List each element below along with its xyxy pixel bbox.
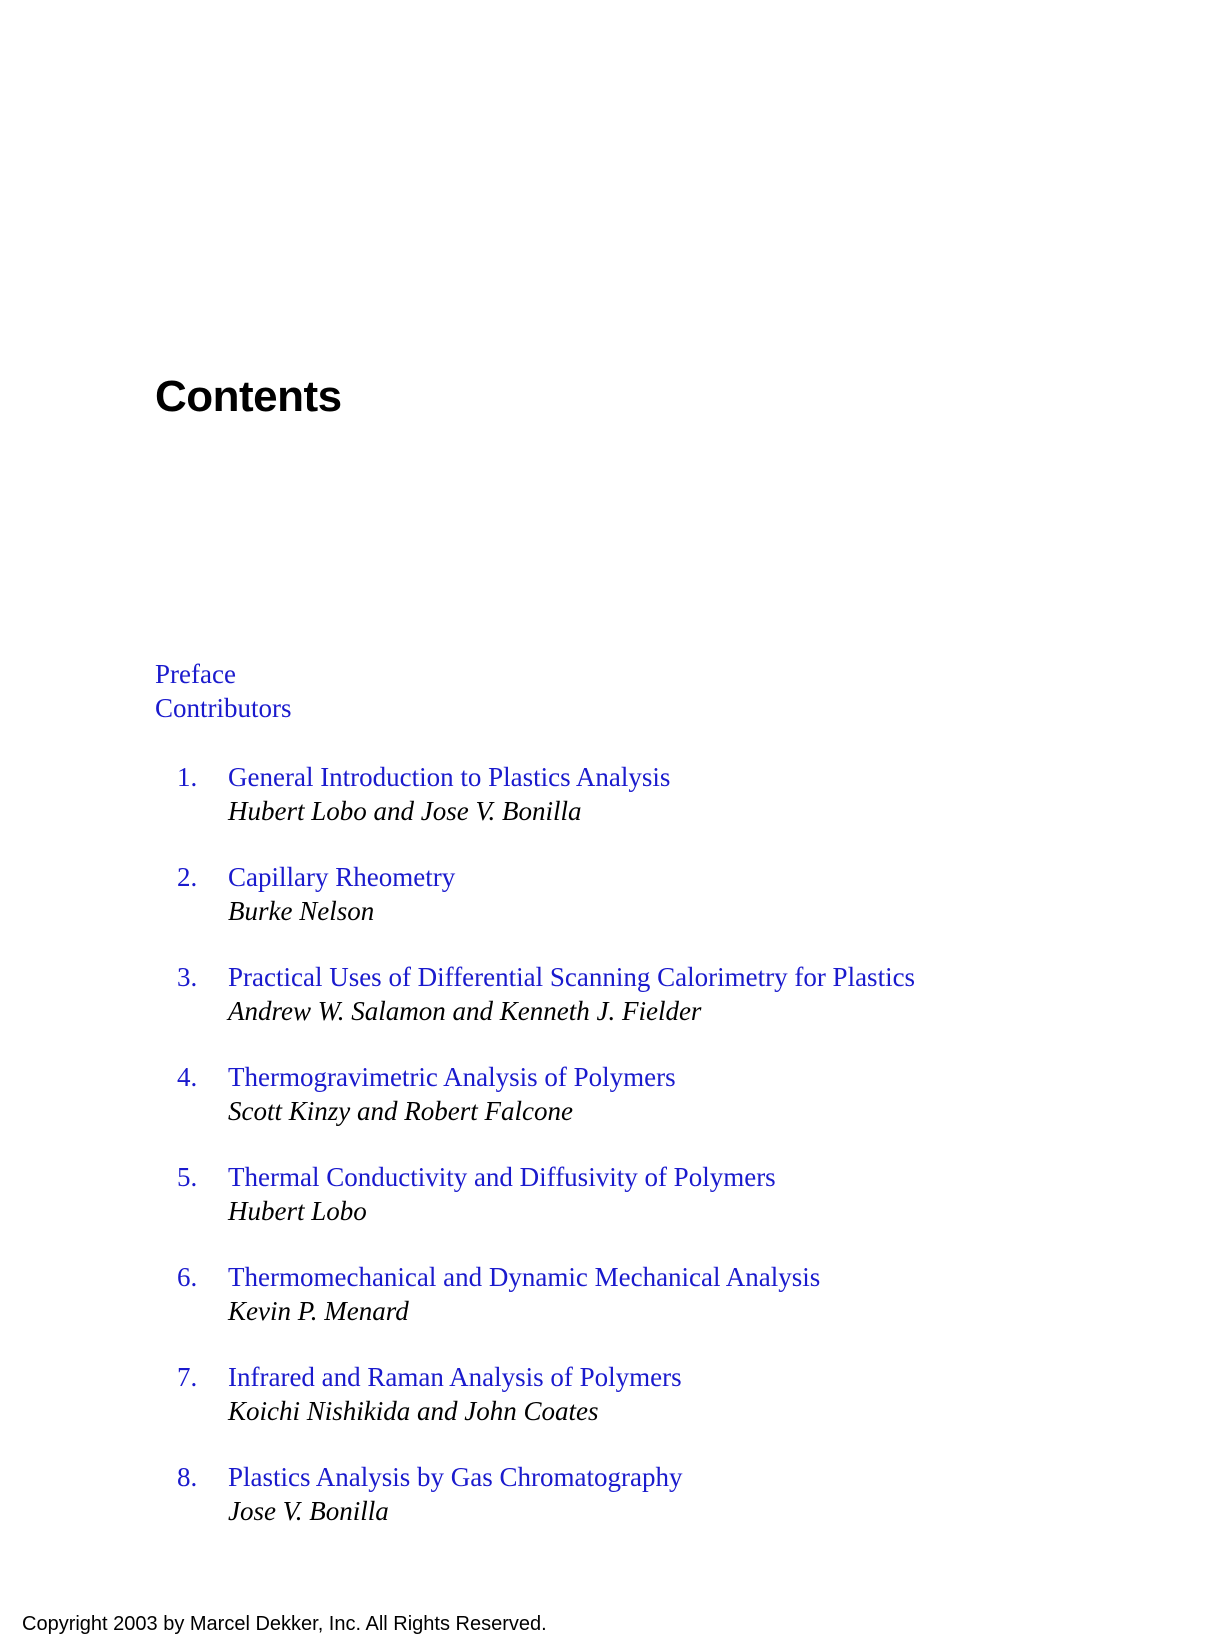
chapter-title-link[interactable]: Thermomechanical and Dynamic Mechanical Analysis	[228, 1262, 821, 1292]
chapter-title-link[interactable]: Infrared and Raman Analysis of Polymers	[228, 1362, 682, 1392]
chapter-number: 6.	[177, 1262, 198, 1292]
chapter-entry-4	[155, 1060, 915, 1160]
chapter-entry-6	[155, 1260, 915, 1360]
chapter-entry-5	[155, 1160, 915, 1260]
chapter-entry-3	[155, 960, 915, 1060]
chapter-authors: Kevin P. Menard	[228, 1296, 409, 1326]
front-matter-item-preface	[155, 657, 292, 691]
front-matter-list	[155, 657, 292, 725]
chapter-entry-7	[155, 1360, 915, 1460]
chapter-authors: Koichi Nishikida and John Coates	[228, 1396, 599, 1426]
front-matter-item-contributors	[155, 691, 292, 725]
chapter-title-link[interactable]: Thermal Conductivity and Diffusivity of Polymers	[228, 1162, 776, 1192]
chapter-entry-8	[155, 1460, 915, 1560]
chapter-number: 5.	[177, 1162, 198, 1192]
chapter-authors: Burke Nelson	[228, 896, 375, 926]
copyright-notice: Copyright 2003 by Marcel Dekker, Inc. All Rights Reserved.	[22, 1613, 547, 1635]
chapter-title-link[interactable]: Plastics Analysis by Gas Chromatography	[228, 1462, 683, 1492]
chapter-title-link[interactable]: Practical Uses of Differential Scanning Calorimetry for Plastics	[228, 962, 916, 992]
chapter-number: 2.	[177, 862, 198, 892]
chapter-authors: Andrew W. Salamon and Kenneth J. Fielder	[228, 996, 702, 1026]
chapter-entry-2	[155, 860, 915, 960]
chapter-title-link[interactable]: Thermogravimetric Analysis of Polymers	[228, 1062, 676, 1092]
chapter-list	[155, 760, 915, 1560]
chapter-authors: Hubert Lobo and Jose V. Bonilla	[228, 796, 582, 826]
chapter-entry-1	[155, 760, 915, 860]
chapter-authors: Hubert Lobo	[228, 1196, 367, 1226]
preface-link[interactable]: Preface	[155, 659, 236, 689]
chapter-title-link[interactable]: Capillary Rheometry	[228, 862, 456, 892]
chapter-title-link[interactable]: General Introduction to Plastics Analysis	[228, 762, 671, 792]
chapter-authors: Scott Kinzy and Robert Falcone	[228, 1096, 573, 1126]
contributors-link[interactable]: Contributors	[155, 693, 292, 723]
page-title: Contents	[155, 372, 342, 421]
chapter-number: 4.	[177, 1062, 198, 1092]
chapter-authors: Jose V. Bonilla	[228, 1496, 389, 1526]
chapter-number: 8.	[177, 1462, 198, 1492]
chapter-number: 3.	[177, 962, 198, 992]
chapter-number: 1.	[177, 762, 198, 792]
chapter-number: 7.	[177, 1362, 198, 1392]
